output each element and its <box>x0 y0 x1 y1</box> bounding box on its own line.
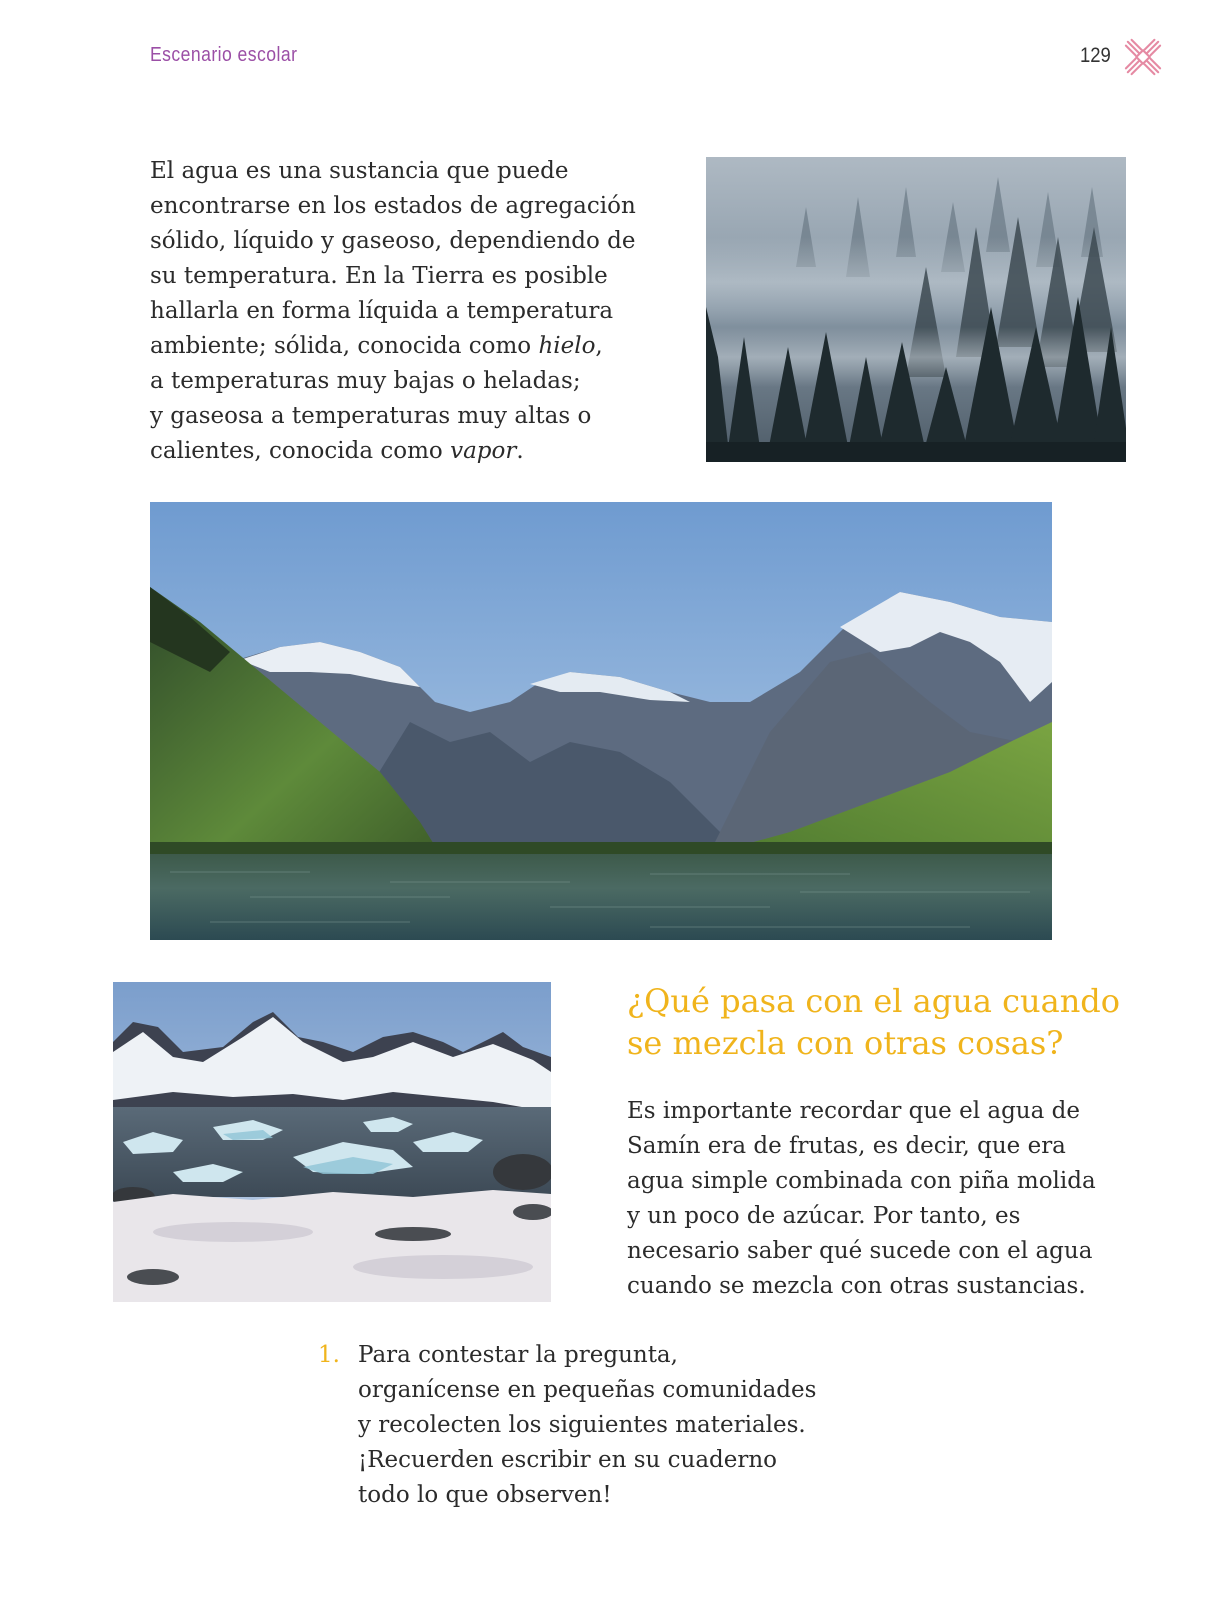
foggy-forest-photo <box>706 157 1126 462</box>
term-hielo: hielo <box>538 333 596 359</box>
woven-cross-icon <box>1124 38 1162 76</box>
term-vapor: vapor <box>450 438 517 464</box>
activity-number: 1. <box>318 1342 340 1368</box>
section-label: Escenario escolar <box>150 44 298 66</box>
mountain-lake-photo <box>150 502 1052 940</box>
section-heading: ¿Qué pasa con el agua cuando se mezcla con otras cosas? <box>627 982 1121 1062</box>
page-number: 129 <box>1080 44 1111 67</box>
activity-instructions: Para contestar la pregunta, organícense en pequeñas comunidades y recolecten los siguientes materiales. ¡Recuerden escribir en su cuaderno todo lo que observen! <box>358 1342 817 1508</box>
icy-shore-photo <box>113 982 551 1302</box>
intro-paragraph: El agua es una sustancia que puede encontrarse en los estados de agregación sólido, líquido y gaseoso, dependiendo de su temperatura. En la Tierra es posible hallarla en forma líquida a temperatura ambiente; sólida, conocida como hielo, a temperaturas muy bajas o heladas; y gaseosa a temperaturas muy altas o calientes, conocida como vapor. <box>150 158 636 464</box>
section-paragraph: Es importante recordar que el agua de Samín era de frutas, es decir, que era agua simple combinada con piña molida y un poco de azúcar. Por tanto, es necesario saber qué sucede con el agua cuando se mezcla con otras sustancias. <box>627 1098 1096 1299</box>
